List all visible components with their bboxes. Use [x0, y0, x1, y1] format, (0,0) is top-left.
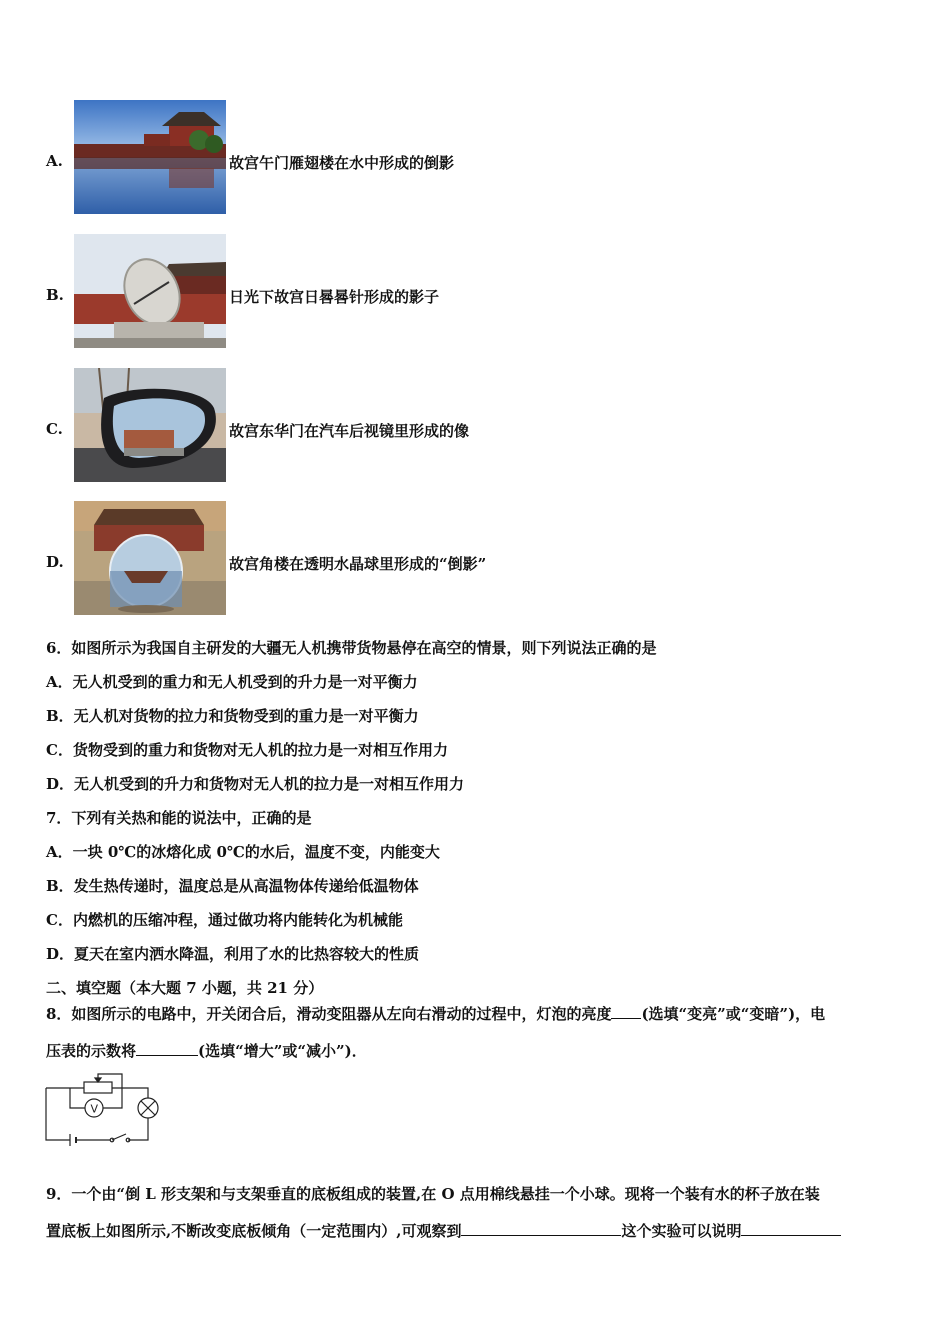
- option-a: [46, 100, 906, 214]
- question-8-line-2: [46, 1040, 367, 1061]
- answer-blank[interactable]: [611, 1004, 641, 1019]
- question-8-text: 压表的示数将: [46, 1042, 137, 1060]
- question-9-text: 这个实验可以说明: [621, 1222, 742, 1240]
- option-c: [46, 368, 906, 482]
- answer-blank[interactable]: [136, 1041, 198, 1056]
- question-8-text: 8．如图所示的电路中，开关闭合后，滑动变阻器从左向右滑动的过程中，灯泡的亮度: [46, 1005, 612, 1023]
- option-letter: A.: [46, 152, 63, 170]
- option-letter: C.: [46, 420, 63, 438]
- question-8-line-1: [46, 1003, 825, 1024]
- option-letter: D.: [46, 553, 64, 571]
- option-text: 日光下故宫日晷晷针形成的影子: [229, 288, 440, 306]
- question-7-option-c: C．内燃机的压缩冲程，通过做功将内能转化为机械能: [46, 911, 403, 929]
- question-6-option-c: C．货物受到的重力和货物对无人机的拉力是一对相互作用力: [46, 741, 448, 759]
- crystal-ball-photo: [74, 501, 226, 615]
- question-8-text: (选填“变亮”或“变暗”)，电: [641, 1005, 826, 1023]
- question-7-option-d: D．夏天在室内洒水降温，利用了水的比热容较大的性质: [46, 945, 420, 963]
- section-heading: 二、填空题（本大题 7 小题，共 21 分）: [46, 979, 324, 997]
- option-text: 故宫角楼在透明水晶球里形成的“倒影”: [229, 555, 487, 573]
- option-text: 故宫东华门在汽车后视镜里形成的像: [229, 422, 470, 440]
- question-6-option-b: B．无人机对货物的拉力和货物受到的重力是一对平衡力: [46, 707, 419, 725]
- answer-blank[interactable]: [461, 1221, 621, 1236]
- option-text: 故宫午门雁翅楼在水中形成的倒影: [229, 154, 455, 172]
- question-9-line-1: 9．一个由“倒 L 形支架和与支架垂直的底板组成的装置,在 O 点用棉线悬挂一个小球。现将一个装有水的杯子放在装: [46, 1185, 820, 1203]
- question-7-stem: 7．下列有关热和能的说法中，正确的是: [46, 809, 312, 827]
- question-6-option-d: D．无人机受到的升力和货物对无人机的拉力是一对相互作用力: [46, 775, 465, 793]
- question-7-option-b: B．发生热传递时，温度总是从高温物体传递给低温物体: [46, 877, 419, 895]
- car-mirror-photo: [74, 368, 226, 482]
- option-letter: B.: [46, 286, 64, 304]
- question-9-text: 置底板上如图所示,不断改变底板倾角（一定范围内）,可观察到: [46, 1222, 462, 1240]
- question-7-option-a: A．一块 0℃的冰熔化成 0℃的水后，温度不变，内能变大: [46, 843, 440, 861]
- voltmeter-label: V: [90, 1102, 99, 1116]
- answer-blank[interactable]: [741, 1221, 841, 1236]
- palace-reflection-photo: [74, 100, 226, 214]
- question-9-line-2: [46, 1220, 841, 1241]
- question-6-option-a: A．无人机受到的重力和无人机受到的升力是一对平衡力: [46, 673, 418, 691]
- question-8-text: (选填“增大”或“减小”)．: [198, 1042, 367, 1060]
- sundial-photo: [74, 234, 226, 348]
- option-b: [46, 234, 906, 348]
- question-6-stem: 6．如图所示为我国自主研发的大疆无人机携带货物悬停在高空的情景，则下列说法正确的是: [46, 639, 657, 657]
- circuit-diagram: [40, 1068, 160, 1146]
- option-d: [46, 501, 906, 615]
